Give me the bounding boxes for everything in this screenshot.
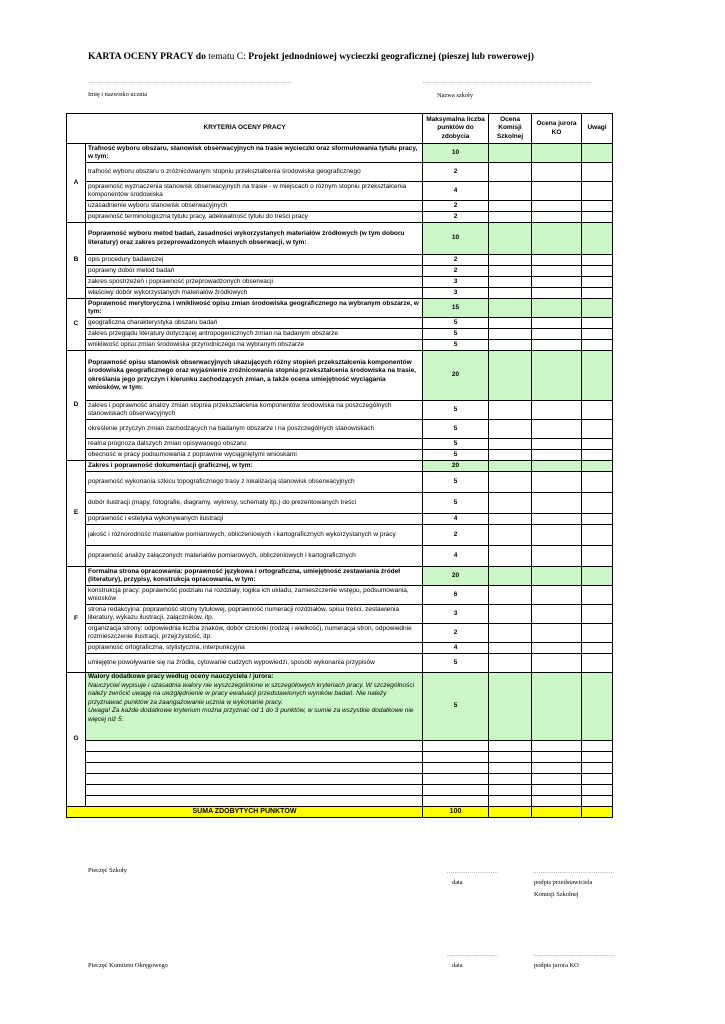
table-row [67, 605, 613, 624]
school-score-cell[interactable] [489, 525, 532, 546]
table-row [67, 493, 613, 514]
school-score-cell[interactable] [489, 420, 532, 439]
school-score-cell[interactable] [489, 567, 532, 586]
juror-score-cell[interactable] [532, 673, 582, 741]
notes-cell[interactable] [582, 351, 613, 401]
school-score-cell[interactable] [489, 401, 532, 420]
table-row [67, 586, 613, 605]
criterion-e4: jakość i różnorodność materiałów pomiarowych, obliczeniowych i kartograficznych wykorzystanych w pracy [86, 525, 423, 546]
max-points-b1: 2 [423, 255, 489, 266]
school-score-cell[interactable] [489, 223, 532, 255]
juror-score-cell[interactable] [532, 163, 582, 182]
title-part-3: Projekt jednodniowej wycieczki geograficznej (pieszej lub rowerowej) [248, 51, 534, 62]
table-row [67, 144, 613, 163]
max-points-a: 10 [423, 144, 489, 163]
school-score-cell[interactable] [489, 450, 532, 461]
category-label-b: B [67, 223, 86, 299]
table-row [67, 785, 613, 796]
extra-max-cell[interactable] [423, 741, 489, 752]
juror-score-cell[interactable] [532, 525, 582, 546]
criterion-g-heading: Walory dodatkowe pracy według oceny nauczyciela / jurora: [88, 673, 274, 680]
max-points-a4: 2 [423, 212, 489, 223]
school-score-cell[interactable] [489, 299, 532, 318]
notes-cell[interactable] [582, 163, 613, 182]
table-row [67, 763, 613, 774]
school-score-cell[interactable] [489, 439, 532, 450]
criterion-g-note-1: Nauczyciel wypisuje i uzasadnia walory nie wyszczególnione w szczegółowych kryteriach pracy. W szczególności należy zwrócić uwagę na uwzględnienie w pracy ewaluacji przedstawionych wyników badań. Nie należy przyznawać punktów za zaangażowanie ucznia w wykonanie pracy. [88, 681, 415, 706]
juror-score-cell[interactable] [532, 266, 582, 277]
max-points-d3: 5 [423, 439, 489, 450]
total-label: SUMA ZDOBYTYCH PUNKTÓW [67, 807, 423, 818]
max-points-e1: 5 [423, 472, 489, 493]
juror-score-cell[interactable] [532, 439, 582, 450]
table-row [67, 288, 613, 299]
juror-score-cell[interactable] [532, 514, 582, 525]
notes-cell[interactable] [582, 493, 613, 514]
juror-score-cell[interactable] [532, 277, 582, 288]
notes-cell[interactable] [582, 223, 613, 255]
school-score-cell[interactable] [489, 763, 532, 774]
max-points-b4: 3 [423, 288, 489, 299]
school-score-cell[interactable] [489, 266, 532, 277]
juror-score-cell[interactable] [532, 605, 582, 624]
notes-cell[interactable] [582, 785, 613, 796]
school-score-cell[interactable] [489, 774, 532, 785]
table-row [67, 299, 613, 318]
col-ko-header: Ocena jurora KO [532, 114, 582, 144]
table-row [67, 351, 613, 401]
max-points-b: 10 [423, 223, 489, 255]
table-row [67, 643, 613, 654]
date-line-1: ........................... [447, 869, 499, 875]
criterion-a2: poprawność wyznaczenia stanowisk obserwacyjnych na trasie - w miejscach o różnym stopniu przekształcenia komponentów środowiska [86, 182, 423, 201]
extra-criterion-cell[interactable] [86, 785, 423, 796]
criterion-d4: obecność w pracy podsumowania z poprawnie wyciągniętymi wnioskami [86, 450, 423, 461]
table-row [67, 201, 613, 212]
school-score-cell[interactable] [489, 318, 532, 329]
notes-cell[interactable] [582, 546, 613, 567]
table-row [67, 401, 613, 420]
school-name-label: Nazwa szkoły [437, 92, 474, 99]
notes-cell[interactable] [582, 212, 613, 223]
school-score-cell[interactable] [489, 340, 532, 351]
criterion-c1: geograficzna charakterystyka obszaru badań [86, 318, 423, 329]
total-max-points: 100 [423, 807, 489, 818]
extra-criterion-cell[interactable] [86, 752, 423, 763]
criterion-e-main: Zakres i poprawność dokumentacji graficznej, w tym: [86, 461, 423, 472]
juror-score-cell[interactable] [532, 299, 582, 318]
criterion-b4: właściwy dobór wykorzystanych materiałów źródłowych [86, 288, 423, 299]
criterion-d1: zakres i poprawność analizy zmian stopnia przekształcenia komponentów środowiska na poszczególnych stanowiskach obserwacyjnych [86, 401, 423, 420]
notes-cell[interactable] [582, 277, 613, 288]
max-points-b2: 2 [423, 266, 489, 277]
table-row [67, 450, 613, 461]
criterion-a3: uzasadnienie wyboru stanowisk obserwacyjnych [86, 201, 423, 212]
max-points-e4: 2 [423, 525, 489, 546]
category-label-g: G [67, 673, 86, 807]
juror-score-cell[interactable] [532, 288, 582, 299]
notes-cell[interactable] [582, 401, 613, 420]
max-points-e3: 4 [423, 514, 489, 525]
student-name-label: Imię i nazwisko ucznia [88, 91, 148, 98]
school-score-cell[interactable] [489, 277, 532, 288]
max-points-f1: 6 [423, 586, 489, 605]
table-row [67, 340, 613, 351]
max-points-a1: 2 [423, 163, 489, 182]
criterion-d2: określenie przyczyn zmian zachodzących na badanym obszarze i na poszczególnych stanowiskach [86, 420, 423, 439]
school-score-cell[interactable] [489, 472, 532, 493]
notes-cell[interactable] [582, 624, 613, 643]
school-name-line: ..................................................................................... [423, 79, 593, 85]
school-score-cell[interactable] [489, 643, 532, 654]
school-score-cell[interactable] [489, 351, 532, 401]
criterion-a-main: Trafność wyboru obszaru, stanowisk obserwacyjnych na trasie wycieczki oraz sformułowania tytułu pracy, w tym: [86, 144, 423, 163]
date-line-2: ........................... [447, 952, 499, 958]
notes-cell[interactable] [582, 796, 613, 807]
table-row [67, 472, 613, 493]
juror-score-cell[interactable] [532, 223, 582, 255]
school-score-cell[interactable] [489, 288, 532, 299]
extra-max-cell[interactable] [423, 763, 489, 774]
table-row [67, 546, 613, 567]
criterion-b2: poprawny dobór metod badań [86, 266, 423, 277]
max-points-d4: 5 [423, 450, 489, 461]
table-row [67, 774, 613, 785]
juror-score-cell[interactable] [532, 752, 582, 763]
max-points-f: 20 [423, 567, 489, 586]
juror-score-cell[interactable] [532, 546, 582, 567]
category-label-c: C [67, 299, 86, 351]
juror-score-cell[interactable] [532, 567, 582, 586]
table-row [67, 255, 613, 266]
criterion-d-main: Poprawność opisu stanowisk obserwacyjnych ukazujących różny stopień przekształcenia komponentów środowiska geograficznego oraz wyjaśnienie zróżnicowania stopnia przekształcenia środowiska na trasie, określania jego przyczyn i kierunku zachodzących zmian, a także ocena umiejętność wyciągania wniosków, w tym: [86, 351, 423, 401]
juror-score-cell[interactable] [532, 785, 582, 796]
extra-max-cell[interactable] [423, 796, 489, 807]
max-points-c1: 5 [423, 318, 489, 329]
max-points-d: 20 [423, 351, 489, 401]
criterion-f-main: Formalna strona opracowania: poprawność językowa i ortograficzna, umiejętność zestawiania źródeł (literatury), przypisy, konstrukcja opracowania, w tym: [86, 567, 423, 586]
signature-line-1: ........................................... [533, 869, 615, 875]
notes-cell[interactable] [582, 763, 613, 774]
max-points-f5: 5 [423, 654, 489, 673]
notes-cell[interactable] [582, 144, 613, 163]
juror-score-cell[interactable] [532, 450, 582, 461]
notes-cell[interactable] [582, 525, 613, 546]
juror-score-cell[interactable] [532, 493, 582, 514]
table-row [67, 212, 613, 223]
criterion-f4: poprawność ortograficzna, stylistyczna, interpunkcyjna [86, 643, 423, 654]
date-label-1: data [452, 879, 463, 886]
school-score-cell[interactable] [489, 741, 532, 752]
criterion-f1: konstrukcja pracy: poprawność podziału na rozdziały, logika ich układu, zamieszczenie wstępu, podsumowania, wniosków [86, 586, 423, 605]
total-juror-score[interactable] [532, 807, 582, 818]
category-label-a: A [67, 144, 86, 223]
criterion-c3: wnikliwość opisu zmian środowiska przyrodniczego na wybranym obszarze [86, 340, 423, 351]
notes-cell[interactable] [582, 439, 613, 450]
criterion-b1: opis procedury badawczej [86, 255, 423, 266]
table-row [67, 741, 613, 752]
evaluation-table [66, 113, 613, 818]
max-points-d1: 5 [423, 401, 489, 420]
school-score-cell[interactable] [489, 144, 532, 163]
school-score-cell[interactable] [489, 673, 532, 741]
juror-score-cell[interactable] [532, 401, 582, 420]
notes-cell[interactable] [582, 340, 613, 351]
juror-score-cell[interactable] [532, 255, 582, 266]
school-score-cell[interactable] [489, 796, 532, 807]
notes-cell[interactable] [582, 299, 613, 318]
notes-cell[interactable] [582, 182, 613, 201]
notes-cell[interactable] [582, 288, 613, 299]
juror-score-cell[interactable] [532, 624, 582, 643]
school-score-cell[interactable] [489, 212, 532, 223]
school-score-cell[interactable] [489, 163, 532, 182]
notes-cell[interactable] [582, 752, 613, 763]
notes-cell[interactable] [582, 673, 613, 741]
school-score-cell[interactable] [489, 785, 532, 796]
title-part-1: KARTA OCENY PRACY do [88, 51, 206, 62]
table-row [67, 654, 613, 673]
table-row [67, 752, 613, 763]
signature-label-school: podpis przedstawiciela [534, 879, 593, 886]
school-score-cell[interactable] [489, 255, 532, 266]
district-seal-label: Pieczęć Komitetu Okręgowego [88, 962, 168, 969]
table-row [67, 163, 613, 182]
table-row [67, 223, 613, 255]
table-row [67, 277, 613, 288]
criterion-e5: poprawność analizy załączonych materiałów pomiarowych, obliczeniowych i kartograficznych [86, 546, 423, 567]
juror-score-cell[interactable] [532, 741, 582, 752]
criterion-b-main: Poprawność wyboru metod badań, zasadności wykorzystanych materiałów źródłowych (w tym doboru literatury) oraz zakres przeprowadzonych własnych obserwacji, w tym: [86, 223, 423, 255]
juror-score-cell[interactable] [532, 201, 582, 212]
table-header-row [67, 114, 613, 144]
school-score-cell[interactable] [489, 493, 532, 514]
juror-score-cell[interactable] [532, 340, 582, 351]
extra-criterion-cell[interactable] [86, 763, 423, 774]
max-points-a3: 2 [423, 201, 489, 212]
juror-score-cell[interactable] [532, 212, 582, 223]
school-score-cell[interactable] [489, 654, 532, 673]
extra-criterion-cell[interactable] [86, 796, 423, 807]
total-row [67, 807, 613, 818]
notes-cell[interactable] [582, 654, 613, 673]
notes-cell[interactable] [582, 605, 613, 624]
max-points-f3: 2 [423, 624, 489, 643]
criterion-f3: organizacja strony: odpowiednia liczba znaków, dobór czcionki (rodzaj i wielkość), numeracja stron, odpowiednie rozmieszczenie ilustracji, przejrzystość, itp. [86, 624, 423, 643]
criterion-e2: dobór ilustracji (mapy, fotografie, diagramy, wykresy, schematy itp.) do prezentowanych treści [86, 493, 423, 514]
signature-line-2: ........................................... [533, 952, 615, 958]
juror-score-cell[interactable] [532, 144, 582, 163]
total-notes[interactable] [582, 807, 613, 818]
criterion-f5: umiejętne powoływanie się na źródła, cytowanie cudzych wypowiedzi, sposób wykonania przypisów [86, 654, 423, 673]
criterion-f2: strona redakcyjna: poprawność strony tytułowej, poprawność numeracji rozdziałów, spisu treści, zestawienia literatury, wykazu ilustracji, załączników, itp. [86, 605, 423, 624]
notes-cell[interactable] [582, 420, 613, 439]
school-score-cell[interactable] [489, 752, 532, 763]
notes-cell[interactable] [582, 472, 613, 493]
notes-cell[interactable] [582, 461, 613, 472]
table-row [67, 567, 613, 586]
category-label-e: E [67, 461, 86, 567]
max-points-a2: 4 [423, 182, 489, 201]
extra-criterion-cell[interactable] [86, 774, 423, 785]
criterion-e1: poprawność wykonania szkicu topograficznego trasy z lokalizacją stanowisk obserwacyjnych [86, 472, 423, 493]
notes-cell[interactable] [582, 255, 613, 266]
notes-cell[interactable] [582, 318, 613, 329]
school-score-cell[interactable] [489, 329, 532, 340]
school-score-cell[interactable] [489, 461, 532, 472]
table-row [67, 461, 613, 472]
criterion-a4: poprawność terminologiczna tytułu pracy, adekwatność tytułu do treści pracy [86, 212, 423, 223]
juror-score-cell[interactable] [532, 329, 582, 340]
criterion-c2: zakres przeglądu literatury dotyczącej antropogenicznych zmian na badanym obszarze [86, 329, 423, 340]
student-name-line: ...................................................................................................... [88, 79, 292, 85]
school-score-cell[interactable] [489, 586, 532, 605]
criterion-c-main: Poprawność merytoryczna i wnikliwość opisu zmian środowiska geograficznego na wybranym obszarze, w tym: [86, 299, 423, 318]
max-points-c2: 5 [423, 329, 489, 340]
school-score-cell[interactable] [489, 605, 532, 624]
juror-score-cell[interactable] [532, 420, 582, 439]
criterion-d3: realna prognoza dalszych zmian opisywanego obszaru [86, 439, 423, 450]
col-max-header: Maksymalna liczba punktów do zdobycia [423, 114, 489, 144]
max-points-e: 20 [423, 461, 489, 472]
juror-score-cell[interactable] [532, 461, 582, 472]
notes-cell[interactable] [582, 201, 613, 212]
juror-score-cell[interactable] [532, 763, 582, 774]
criterion-g-note-2: Uwaga! Za każde dodatkowe kryterium można przyznać od 1 do 3 punktów, w sumie za wszystkie dodatkowe nie więcej niż 5. [88, 707, 414, 723]
signature-label-school-2: Komisji Szkolnej [534, 891, 579, 898]
juror-score-cell[interactable] [532, 586, 582, 605]
school-seal-label: Pieczęć Szkoły [88, 867, 127, 874]
extra-max-cell[interactable] [423, 774, 489, 785]
notes-cell[interactable] [582, 741, 613, 752]
school-score-cell[interactable] [489, 546, 532, 567]
school-score-cell[interactable] [489, 201, 532, 212]
juror-score-cell[interactable] [532, 351, 582, 401]
extra-max-cell[interactable] [423, 752, 489, 763]
school-score-cell[interactable] [489, 514, 532, 525]
category-label-f: F [67, 567, 86, 673]
criterion-a1: trafność wyboru obszaru o zróżnicowanym stopniu przekształcenia środowiska geograficznego [86, 163, 423, 182]
table-row [67, 624, 613, 643]
signature-label-ko: podpis jurora KO [534, 962, 579, 969]
max-points-e2: 5 [423, 493, 489, 514]
notes-cell[interactable] [582, 266, 613, 277]
document-title [88, 51, 534, 62]
table-row [67, 329, 613, 340]
col-notes-header: Uwagi [582, 114, 613, 144]
juror-score-cell[interactable] [532, 654, 582, 673]
max-points-e5: 4 [423, 546, 489, 567]
max-points-b3: 3 [423, 277, 489, 288]
max-points-c3: 5 [423, 340, 489, 351]
title-part-2: tematu C: [205, 51, 249, 62]
table-row [67, 525, 613, 546]
table-row [67, 182, 613, 201]
juror-score-cell[interactable] [532, 182, 582, 201]
notes-cell[interactable] [582, 514, 613, 525]
col-school-header: Ocena Komisji Szkolnej [489, 114, 532, 144]
col-criteria-header: KRYTERIA OCENY PRACY [67, 114, 423, 144]
table-row [67, 420, 613, 439]
table-row [67, 796, 613, 807]
criterion-b3: zakres spostrzeżeń i poprawność przeprowadzonych obserwacji [86, 277, 423, 288]
total-school-score[interactable] [489, 807, 532, 818]
juror-score-cell[interactable] [532, 796, 582, 807]
juror-score-cell[interactable] [532, 318, 582, 329]
max-points-f4: 4 [423, 643, 489, 654]
category-label-d: D [67, 351, 86, 461]
max-points-g: 5 [423, 673, 489, 741]
notes-cell[interactable] [582, 586, 613, 605]
table-row [67, 266, 613, 277]
criterion-e3: poprawność i estetyka wykonywanych ilustracji [86, 514, 423, 525]
criterion-g-main [86, 673, 423, 741]
notes-cell[interactable] [582, 329, 613, 340]
notes-cell[interactable] [582, 774, 613, 785]
notes-cell[interactable] [582, 450, 613, 461]
table-row [67, 439, 613, 450]
juror-score-cell[interactable] [532, 774, 582, 785]
table-row [67, 673, 613, 741]
extra-max-cell[interactable] [423, 785, 489, 796]
juror-score-cell[interactable] [532, 472, 582, 493]
date-label-2: data [452, 962, 463, 969]
table-row [67, 318, 613, 329]
notes-cell[interactable] [582, 567, 613, 586]
table-row [67, 514, 613, 525]
max-points-c: 15 [423, 299, 489, 318]
school-score-cell[interactable] [489, 624, 532, 643]
notes-cell[interactable] [582, 643, 613, 654]
max-points-d2: 5 [423, 420, 489, 439]
juror-score-cell[interactable] [532, 643, 582, 654]
extra-criterion-cell[interactable] [86, 741, 423, 752]
max-points-f2: 3 [423, 605, 489, 624]
school-score-cell[interactable] [489, 182, 532, 201]
